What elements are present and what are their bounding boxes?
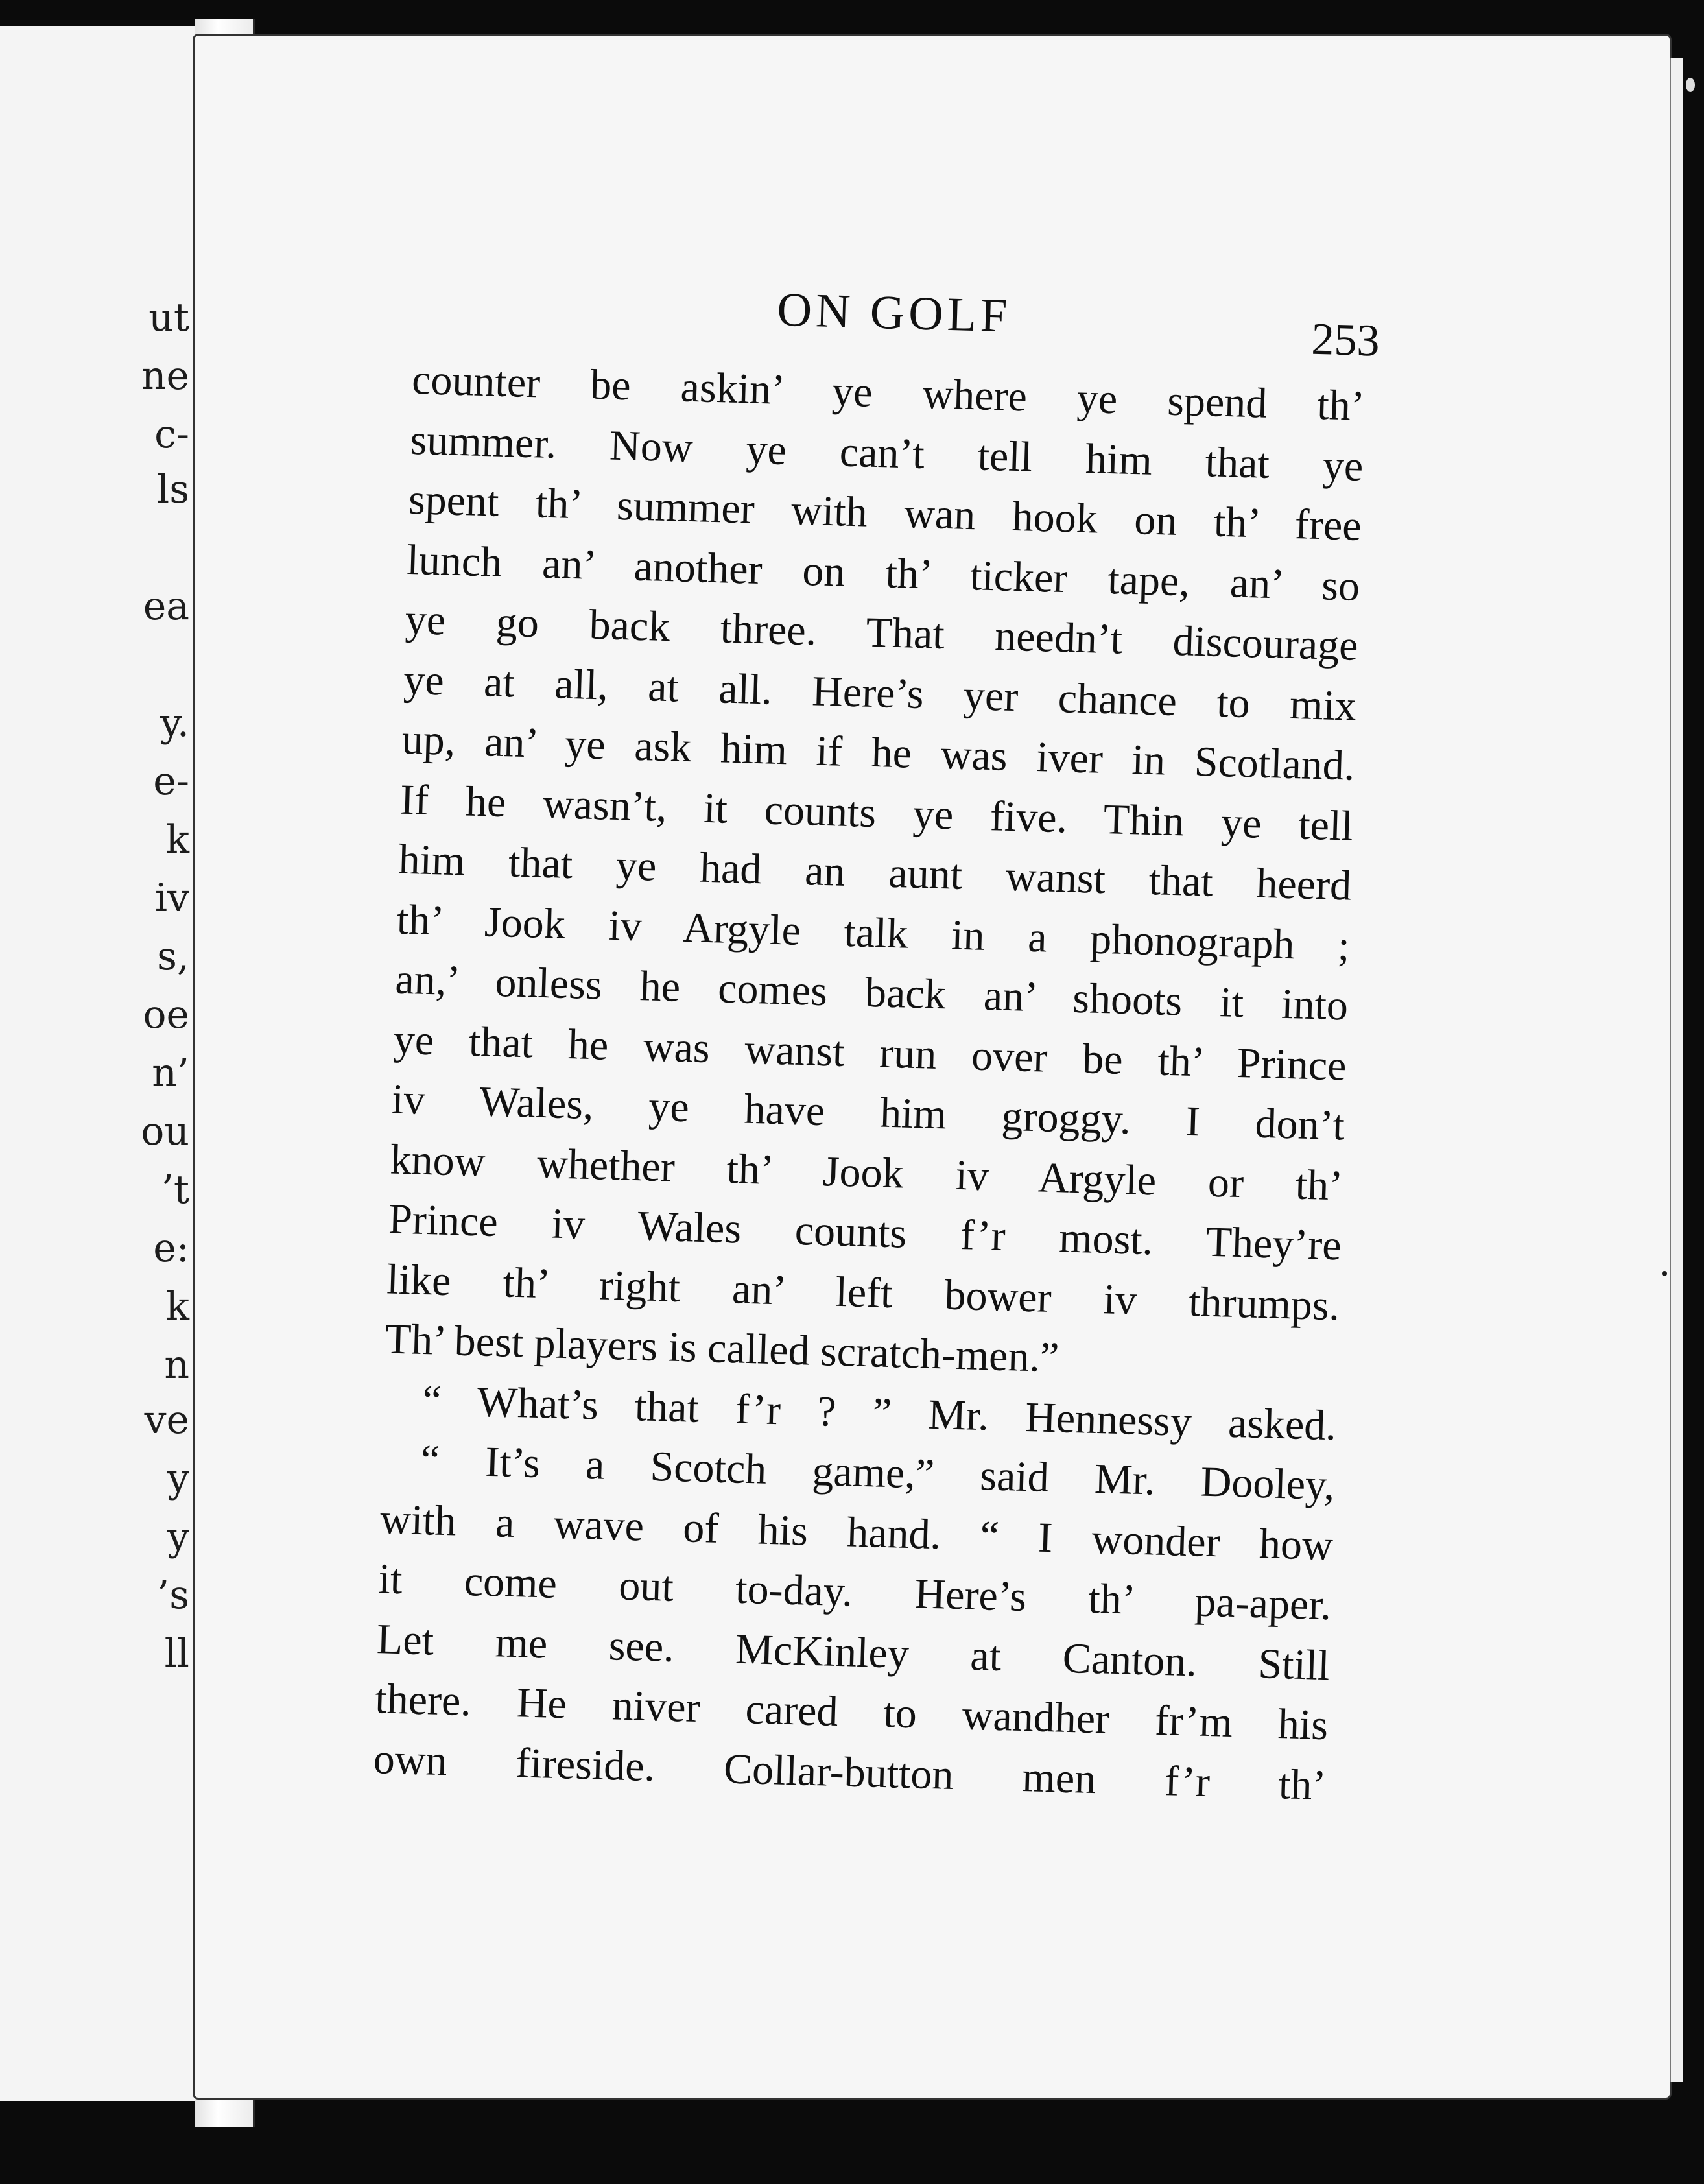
left-page-text-fragment: e:: [153, 1226, 189, 1271]
text-line: an,’ onless he comes back an’ shoots it into: [394, 955, 1349, 1030]
page-content: [372, 272, 1380, 1816]
text-line: it come out to-day. Here’s th’ pa-aper.: [377, 1555, 1332, 1630]
left-page-fragment: [0, 26, 198, 2101]
left-page-text-fragment: ea: [143, 584, 189, 629]
text-line: ye go back three. That needn’t discourage: [405, 595, 1359, 670]
left-page-text-fragment: ut: [148, 295, 189, 340]
left-page-text-fragment: y: [167, 1456, 189, 1501]
body-text: [373, 350, 1366, 1816]
left-page-text-fragment: ls: [157, 467, 189, 512]
page-number: 253: [1310, 314, 1380, 366]
left-page-text-fragment: ’s: [157, 1573, 189, 1618]
text-line: ye that he was wanst run over be th’ Prince: [392, 1015, 1347, 1090]
text-line: th’ Jook iv Argyle talk in a phonograph ;: [396, 896, 1351, 970]
text-line: him that ye had an aunt wanst that heerd: [397, 835, 1353, 910]
text-line: like th’ right an’ left bower iv thrumps.: [386, 1255, 1341, 1329]
running-title: ON GOLF: [776, 283, 1012, 343]
left-page-text-fragment: e-: [153, 759, 189, 804]
text-line: Let me see. McKinley at Canton. Still: [376, 1615, 1331, 1689]
text-line: there. He niver cared to wandher fr’m his: [374, 1675, 1329, 1750]
left-page-text-fragment: n: [164, 1342, 189, 1388]
text-line: spent th’ summer with wan hook on th’ free: [408, 475, 1362, 550]
left-page-text-fragment: y.: [160, 700, 189, 746]
left-page-text-fragment: oe: [143, 992, 189, 1038]
text-line: own fireside. Collar-button men f’r th’: [372, 1735, 1327, 1809]
left-page-text-fragment: k: [165, 1284, 189, 1329]
text-line: Prince iv Wales counts f’r most. They’re: [388, 1195, 1342, 1270]
left-page-text-fragment: y: [167, 1514, 189, 1560]
left-page-text-fragment: k: [165, 817, 189, 862]
left-page-text-fragment: s,: [157, 934, 189, 979]
text-line: Th’ best players is called scratch-men.”: [385, 1315, 1060, 1382]
text-line: with a wave of his hand. “ I wonder how: [379, 1495, 1334, 1569]
text-line: know whether th’ Jook iv Argyle or th’: [389, 1135, 1344, 1209]
text-line: If he wasn’t, it counts ye five. Thin ye tell: [399, 776, 1354, 850]
left-page-text-fragment: ve: [144, 1397, 189, 1443]
scan-speck: [1662, 1271, 1667, 1276]
text-line: summer. Now ye can’t tell him that ye: [409, 416, 1364, 490]
left-page-text-fragment: c-: [154, 412, 189, 457]
text-line: up, an’ ye ask him if he was iver in Scotland.: [401, 715, 1356, 790]
left-page-text-fragment: n’: [152, 1050, 189, 1096]
text-line: iv Wales, ye have him groggy. I don’t: [391, 1075, 1345, 1150]
left-page-text-fragment: ou: [141, 1109, 189, 1154]
left-page-text-fragment: ’t: [161, 1167, 189, 1213]
text-line: “ What’s that f’r ? ” Mr. Hennessy asked.: [421, 1376, 1337, 1449]
scan-speck: [1686, 78, 1695, 92]
page-edge: [1670, 58, 1683, 2082]
left-page-text-fragment: ne: [141, 353, 189, 399]
left-page-text-fragment: ll: [164, 1631, 189, 1676]
text-line: ye at all, at all. Here’s yer chance to mix: [403, 656, 1357, 730]
text-line: lunch an’ another on th’ ticker tape, an’ so: [406, 536, 1361, 610]
text-line: counter be askin’ ye where ye spend th’: [411, 355, 1366, 430]
left-page-text-fragment: iv: [154, 875, 189, 921]
text-line: “ It’s a Scotch game,” said Mr. Dooley,: [420, 1436, 1336, 1510]
